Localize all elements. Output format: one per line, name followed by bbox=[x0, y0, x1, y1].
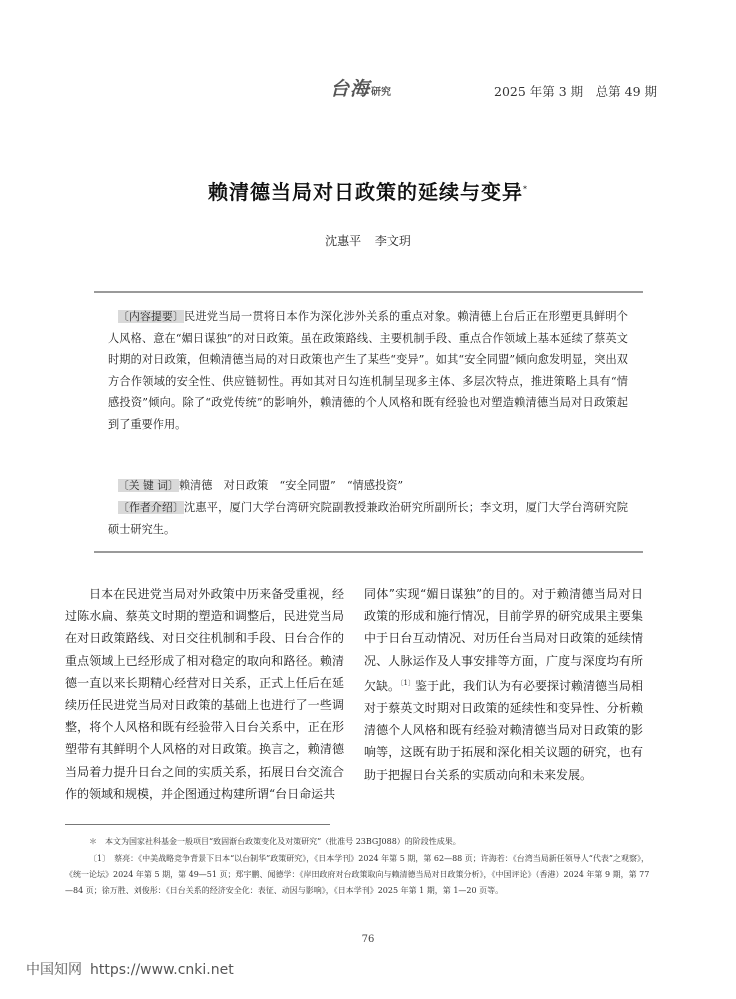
title-footnote-mark: * bbox=[523, 184, 528, 194]
keywords-text: 赖清德 对日政策 “安全同盟” “情感投资” bbox=[178, 479, 404, 492]
journal-logo bbox=[330, 74, 391, 101]
body-right-column bbox=[364, 583, 643, 786]
abstract-keywords bbox=[108, 475, 628, 497]
body-left-column: 日本在民进党当局对外政策中历来备受重视，经过陈水扁、蔡英文时期的塑造和调整后，民进党当局在对日政策路线、对日交往机制和手段、日台合作的重点领域上已经形成了相对稳定的取向和路径。赖清德一直以来长期精心经营对日关系，正式上任后在延续历任民进党当局对日政策的基础上也进行了一些调整，将个人风格和既有经验带入日台关系中，正在形塑带有其鲜明个人风格的对日政策。换言之，赖清德当局着力提升日台之间的实质关系，拓展日台交流合作的领域和规模，并企图通过构建所谓“台日命运共 bbox=[65, 587, 344, 801]
abstract-summary bbox=[108, 306, 628, 436]
article-authors: 沈惠平 李文玥 bbox=[325, 234, 411, 248]
author-info-text: 沈惠平，厦门大学台湾研究院副教授兼政治研究所副所长；李文玥，厦门大学台湾研究院硕士研究生。 bbox=[108, 501, 628, 536]
right-column-part1: 同体”实现“媚日谋独”的目的。对于赖清德当局对日政策的形成和施行情况，目前学界的研究成果主要集中于日台互动情况、对历任台当局对日政策的延续情况、人脉运作及人事安排等方面，广度与深度均有所欠缺。 bbox=[364, 587, 643, 693]
journal-logo-main: 台海 bbox=[330, 78, 371, 100]
summary-text: 民进党当局一贯将日本作为深化涉外关系的重点对象。赖清德上台后正在形塑更具鲜明个人风格、意在“媚日谋独”的对日政策。虽在政策路线、主要机制手段、重点合作领域上基本延续了蔡英文时期的对日政策，但赖清德当局的对日政策也产生了某些“变异”。如其“安全同盟”倾向愈发明显，突出双方合作领域的安全性、供应链韧性。再如其对日勾连机制呈现多主体、多层次特点，推进策略上具有“情感投资”倾向。除了“政党传统”的影响外，赖清德的个人风格和既有经验也对塑造赖清德当局对日政策起到了重要作用。 bbox=[108, 310, 628, 431]
watermark-url: https://www.cnki.net bbox=[90, 962, 234, 978]
footnote-reference: 〔1〕 蔡亮：《中美战略竞争背景下日本“以台制华”政策研究》，《日本学刊》2024 年第 5 期，第 62—88 页；许海若：《台湾当局新任领导人“代表”之观察》，《统一论坛》2024 年第 5 期，第 49—51 页；郑宇鹏、闻德学：《岸田政府对台政策取向与赖清德当局对日政策分析》，《中国评论》（香港）2024 年第 9 期，第 77—84 页；徐万胜、刘俊彤：《日台关系的经济安全化：表征、动因与影响》，《日本学刊》2025 年第 1 期，第 1—20 页等。 bbox=[65, 854, 650, 895]
journal-logo-sub: 研究 bbox=[371, 87, 392, 98]
citation-ref: 〔1〕 bbox=[400, 678, 415, 687]
summary-label: 〔内容提要〕 bbox=[118, 310, 184, 323]
keywords-label: 〔关 键 词〕 bbox=[118, 479, 179, 492]
abstract-author-info bbox=[108, 497, 628, 540]
right-column-part2: 鉴于此，我们认为有必要探讨赖清德当局相对于蔡英文时期对日政策的延续性和变异性、分析赖清德个人风格和既有经验对赖清德当局对日政策的影响等，这既有助于拓展和深化相关议题的研究，也有助于把握日台关系的实质动向和未来发展。 bbox=[364, 678, 643, 782]
footnote-divider bbox=[65, 824, 330, 825]
author-info-label: 〔作者介绍〕 bbox=[118, 501, 184, 514]
issue-info: 2025 年第 3 期 总第 49 期 bbox=[494, 84, 658, 99]
article-title bbox=[0, 176, 736, 205]
article-title-text: 赖清德当局对日政策的延续与变异 bbox=[208, 180, 523, 204]
footnote-fund: ＊ 本文为国家社科基金一般项目“致固渐台政策变化及对策研究”（批准号 23BGJ088）的阶段性成果。 bbox=[89, 837, 461, 846]
page-number: 76 bbox=[361, 934, 375, 945]
cnki-watermark bbox=[26, 959, 234, 979]
watermark-name: 中国知网 bbox=[26, 962, 82, 978]
